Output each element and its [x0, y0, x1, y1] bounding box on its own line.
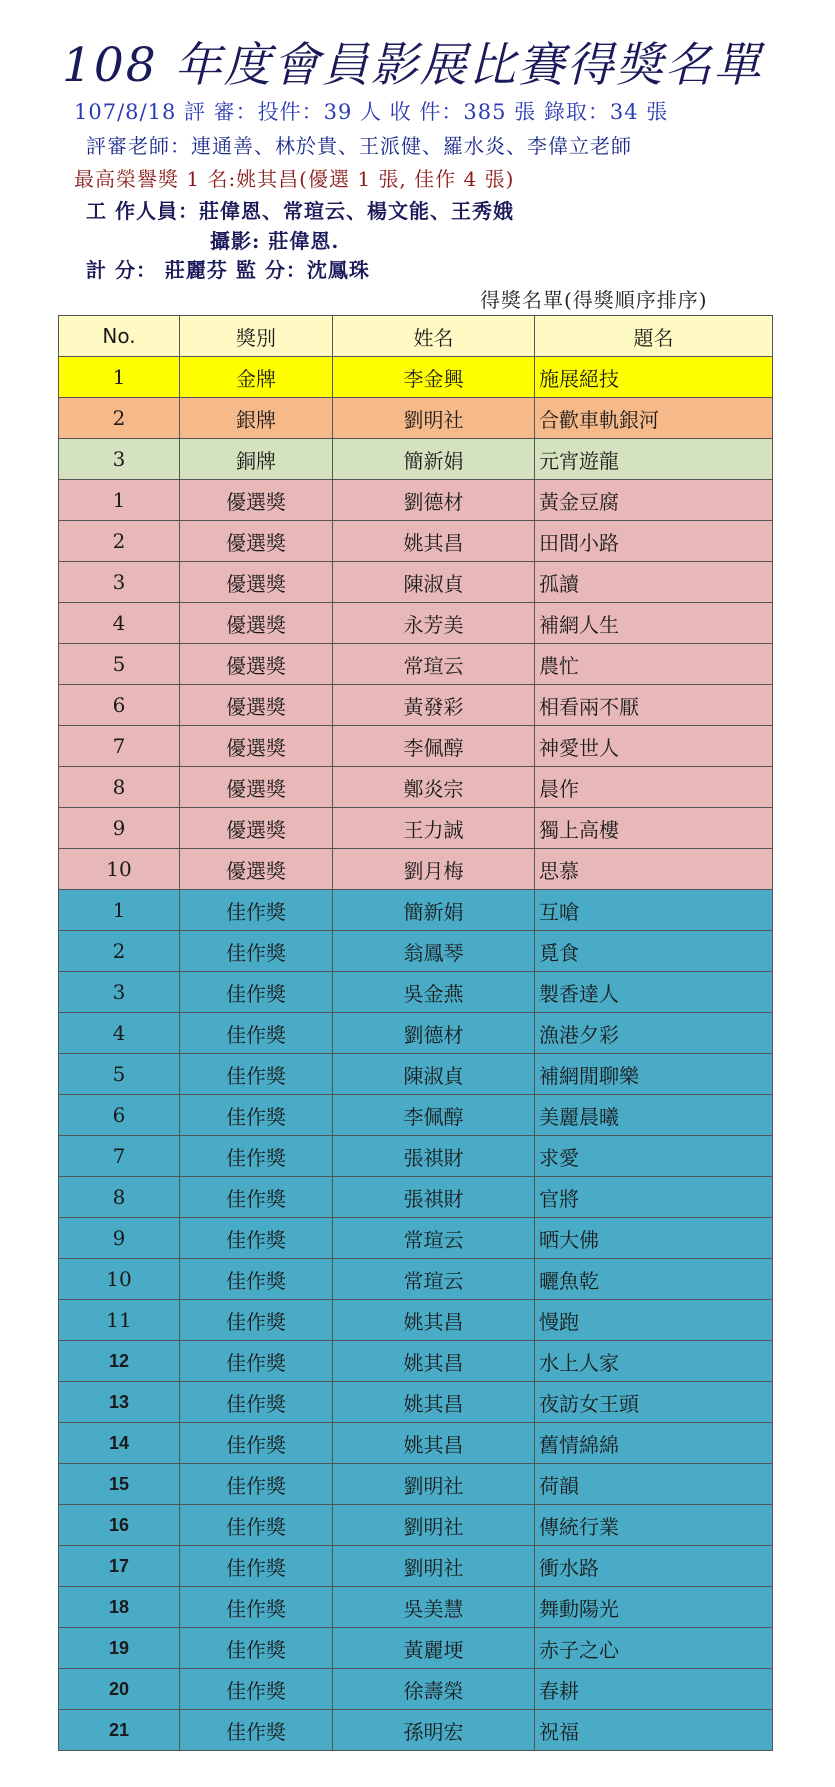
cell-award: 優選獎: [180, 808, 333, 849]
cell-award: 優選獎: [180, 521, 333, 562]
cell-title: 田間小路: [535, 521, 773, 562]
cell-no: 2: [59, 931, 180, 972]
cell-award: 銅牌: [180, 439, 333, 480]
cell-name: 常瑄云: [333, 1218, 535, 1259]
table-row: [59, 1341, 773, 1382]
cell-name: 姚其昌: [333, 1300, 535, 1341]
table-row: [59, 521, 773, 562]
cell-award: 佳作獎: [180, 1505, 333, 1546]
table-row: [59, 1259, 773, 1300]
cell-no: 7: [59, 726, 180, 767]
cell-no: 3: [59, 972, 180, 1013]
cell-title: 慢跑: [535, 1300, 773, 1341]
cell-name: 黃發彩: [333, 685, 535, 726]
cell-title: 孤讀: [535, 562, 773, 603]
cell-name: 孫明宏: [333, 1710, 535, 1751]
table-row: [59, 1382, 773, 1423]
cell-name: 黃麗埂: [333, 1628, 535, 1669]
judges-list: 評審老師：連通善、林於貴、王派健、羅水炎、李偉立老師: [86, 134, 632, 158]
cell-title: 施展絕技: [535, 357, 773, 398]
cell-no: 10: [59, 849, 180, 890]
cell-award: 佳作獎: [180, 890, 333, 931]
cell-name: 永芳美: [333, 603, 535, 644]
cell-no: 3: [59, 562, 180, 603]
table-row: [59, 1095, 773, 1136]
cell-title: 舊情綿綿: [535, 1423, 773, 1464]
cell-award: 佳作獎: [180, 1464, 333, 1505]
cell-no: 15: [59, 1464, 180, 1505]
cell-title: 赤子之心: [535, 1628, 773, 1669]
cell-name: 常瑄云: [333, 1259, 535, 1300]
cell-award: 優選獎: [180, 685, 333, 726]
cell-award: 佳作獎: [180, 1259, 333, 1300]
cell-name: 李金興: [333, 357, 535, 398]
cell-no: 21: [59, 1710, 180, 1751]
table-row: [59, 1300, 773, 1341]
cell-no: 4: [59, 1013, 180, 1054]
table-row: [59, 849, 773, 890]
table-body: [59, 357, 773, 1751]
cell-award: 佳作獎: [180, 1587, 333, 1628]
cell-title: 獨上高樓: [535, 808, 773, 849]
table-row: [59, 1054, 773, 1095]
table-row: [59, 767, 773, 808]
cell-award: 佳作獎: [180, 1136, 333, 1177]
cell-title: 互嗆: [535, 890, 773, 931]
cell-title: 舞動陽光: [535, 1587, 773, 1628]
cell-award: 優選獎: [180, 644, 333, 685]
cell-award: 優選獎: [180, 603, 333, 644]
cell-no: 4: [59, 603, 180, 644]
cell-no: 19: [59, 1628, 180, 1669]
cell-no: 9: [59, 808, 180, 849]
table-row: [59, 972, 773, 1013]
table-row: [59, 357, 773, 398]
page-title: 108 年度會員影展比賽得獎名單: [62, 38, 763, 93]
table-row: [59, 1464, 773, 1505]
table-row: [59, 562, 773, 603]
table-row: [59, 1669, 773, 1710]
cell-title: 祝福: [535, 1710, 773, 1751]
cell-no: 1: [59, 890, 180, 931]
cell-award: 佳作獎: [180, 972, 333, 1013]
cell-title: 思慕: [535, 849, 773, 890]
cell-title: 神愛世人: [535, 726, 773, 767]
header-award: 獎別: [180, 316, 333, 357]
cell-award: 佳作獎: [180, 1669, 333, 1710]
table-row: [59, 1710, 773, 1751]
cell-title: 夜訪女王頭: [535, 1382, 773, 1423]
awards-table: [58, 315, 773, 1751]
cell-title: 晨作: [535, 767, 773, 808]
top-honor-line: 最高榮譽獎 1 名:姚其昌(優選 1 張, 佳作 4 張): [74, 167, 515, 191]
cell-award: 佳作獎: [180, 1300, 333, 1341]
cell-title: 覓食: [535, 931, 773, 972]
cell-award: 佳作獎: [180, 1546, 333, 1587]
cell-no: 2: [59, 521, 180, 562]
cell-title: 晒大佛: [535, 1218, 773, 1259]
table-row: [59, 398, 773, 439]
cell-name: 陳淑貞: [333, 1054, 535, 1095]
cell-name: 劉明社: [333, 1546, 535, 1587]
cell-no: 14: [59, 1423, 180, 1464]
photographer-line: 攝影: 莊偉恩.: [210, 229, 340, 253]
cell-award: 佳作獎: [180, 1054, 333, 1095]
cell-award: 金牌: [180, 357, 333, 398]
table-row: [59, 931, 773, 972]
cell-name: 李佩醇: [333, 1095, 535, 1136]
cell-award: 佳作獎: [180, 1628, 333, 1669]
scoring-line: 計 分： 莊麗芬 監 分：沈鳳珠: [86, 258, 370, 282]
cell-title: 製香達人: [535, 972, 773, 1013]
cell-no: 13: [59, 1382, 180, 1423]
cell-name: 劉月梅: [333, 849, 535, 890]
cell-award: 佳作獎: [180, 1177, 333, 1218]
cell-name: 張祺財: [333, 1177, 535, 1218]
cell-award: 佳作獎: [180, 1423, 333, 1464]
cell-no: 1: [59, 480, 180, 521]
cell-title: 元宵遊龍: [535, 439, 773, 480]
table-row: [59, 1013, 773, 1054]
header-title: 題名: [535, 316, 773, 357]
cell-no: 3: [59, 439, 180, 480]
cell-name: 翁鳳琴: [333, 931, 535, 972]
table-row: [59, 1218, 773, 1259]
cell-title: 水上人家: [535, 1341, 773, 1382]
cell-title: 補網人生: [535, 603, 773, 644]
cell-no: 7: [59, 1136, 180, 1177]
table-row: [59, 1136, 773, 1177]
cell-name: 簡新娟: [333, 439, 535, 480]
cell-title: 相看兩不厭: [535, 685, 773, 726]
cell-title: 荷韻: [535, 1464, 773, 1505]
table-row: [59, 890, 773, 931]
cell-award: 優選獎: [180, 849, 333, 890]
cell-no: 10: [59, 1259, 180, 1300]
cell-title: 衝水路: [535, 1546, 773, 1587]
table-row: [59, 1587, 773, 1628]
cell-name: 王力誠: [333, 808, 535, 849]
table-row: [59, 1423, 773, 1464]
cell-name: 劉德材: [333, 1013, 535, 1054]
cell-no: 5: [59, 1054, 180, 1095]
cell-name: 姚其昌: [333, 1382, 535, 1423]
cell-no: 2: [59, 398, 180, 439]
cell-name: 姚其昌: [333, 521, 535, 562]
table-row: [59, 480, 773, 521]
staff-list: 工 作人員：莊偉恩、常瑄云、楊文能、王秀娥: [86, 199, 514, 223]
cell-name: 劉明社: [333, 1505, 535, 1546]
cell-award: 優選獎: [180, 562, 333, 603]
table-row: [59, 1546, 773, 1587]
cell-name: 姚其昌: [333, 1341, 535, 1382]
cell-no: 18: [59, 1587, 180, 1628]
cell-title: 漁港夕彩: [535, 1013, 773, 1054]
cell-no: 11: [59, 1300, 180, 1341]
cell-award: 佳作獎: [180, 1710, 333, 1751]
table-header-row: [59, 316, 773, 357]
cell-title: 春耕: [535, 1669, 773, 1710]
table-row: [59, 685, 773, 726]
table-row: [59, 726, 773, 767]
header-no: No.: [59, 316, 180, 357]
cell-title: 求愛: [535, 1136, 773, 1177]
table-row: [59, 439, 773, 480]
cell-name: 徐壽榮: [333, 1669, 535, 1710]
cell-award: 銀牌: [180, 398, 333, 439]
cell-award: 佳作獎: [180, 1218, 333, 1259]
cell-name: 劉德材: [333, 480, 535, 521]
cell-title: 補網閒聊樂: [535, 1054, 773, 1095]
cell-title: 曬魚乾: [535, 1259, 773, 1300]
cell-name: 姚其昌: [333, 1423, 535, 1464]
cell-no: 20: [59, 1669, 180, 1710]
cell-no: 8: [59, 767, 180, 808]
table-row: [59, 1628, 773, 1669]
cell-award: 佳作獎: [180, 1341, 333, 1382]
cell-no: 16: [59, 1505, 180, 1546]
cell-no: 8: [59, 1177, 180, 1218]
cell-title: 合歡車軌銀河: [535, 398, 773, 439]
cell-award: 佳作獎: [180, 1382, 333, 1423]
cell-no: 6: [59, 685, 180, 726]
cell-no: 9: [59, 1218, 180, 1259]
table-caption: 得獎名單(得獎順序排序): [480, 288, 708, 312]
cell-award: 佳作獎: [180, 1095, 333, 1136]
table-row: [59, 1505, 773, 1546]
cell-title: 農忙: [535, 644, 773, 685]
cell-award: 佳作獎: [180, 931, 333, 972]
cell-award: 佳作獎: [180, 1013, 333, 1054]
cell-name: 鄭炎宗: [333, 767, 535, 808]
cell-name: 李佩醇: [333, 726, 535, 767]
table-row: [59, 1177, 773, 1218]
cell-no: 5: [59, 644, 180, 685]
cell-name: 常瑄云: [333, 644, 535, 685]
cell-award: 優選獎: [180, 726, 333, 767]
cell-no: 6: [59, 1095, 180, 1136]
cell-no: 1: [59, 357, 180, 398]
table-row: [59, 644, 773, 685]
cell-name: 陳淑貞: [333, 562, 535, 603]
header-name: 姓名: [333, 316, 535, 357]
cell-name: 張祺財: [333, 1136, 535, 1177]
cell-no: 12: [59, 1341, 180, 1382]
cell-name: 劉明社: [333, 1464, 535, 1505]
cell-title: 傳統行業: [535, 1505, 773, 1546]
cell-title: 黃金豆腐: [535, 480, 773, 521]
cell-award: 優選獎: [180, 480, 333, 521]
cell-name: 劉明社: [333, 398, 535, 439]
table-row: [59, 603, 773, 644]
cell-no: 17: [59, 1546, 180, 1587]
cell-name: 吳金燕: [333, 972, 535, 1013]
cell-award: 優選獎: [180, 767, 333, 808]
cell-name: 吳美慧: [333, 1587, 535, 1628]
cell-title: 官將: [535, 1177, 773, 1218]
cell-name: 簡新娟: [333, 890, 535, 931]
cell-title: 美麗晨曦: [535, 1095, 773, 1136]
table-row: [59, 808, 773, 849]
judging-stats: 107/8/18 評 審：投件：39 人 收 件：385 張 錄取：34 張: [74, 100, 669, 124]
